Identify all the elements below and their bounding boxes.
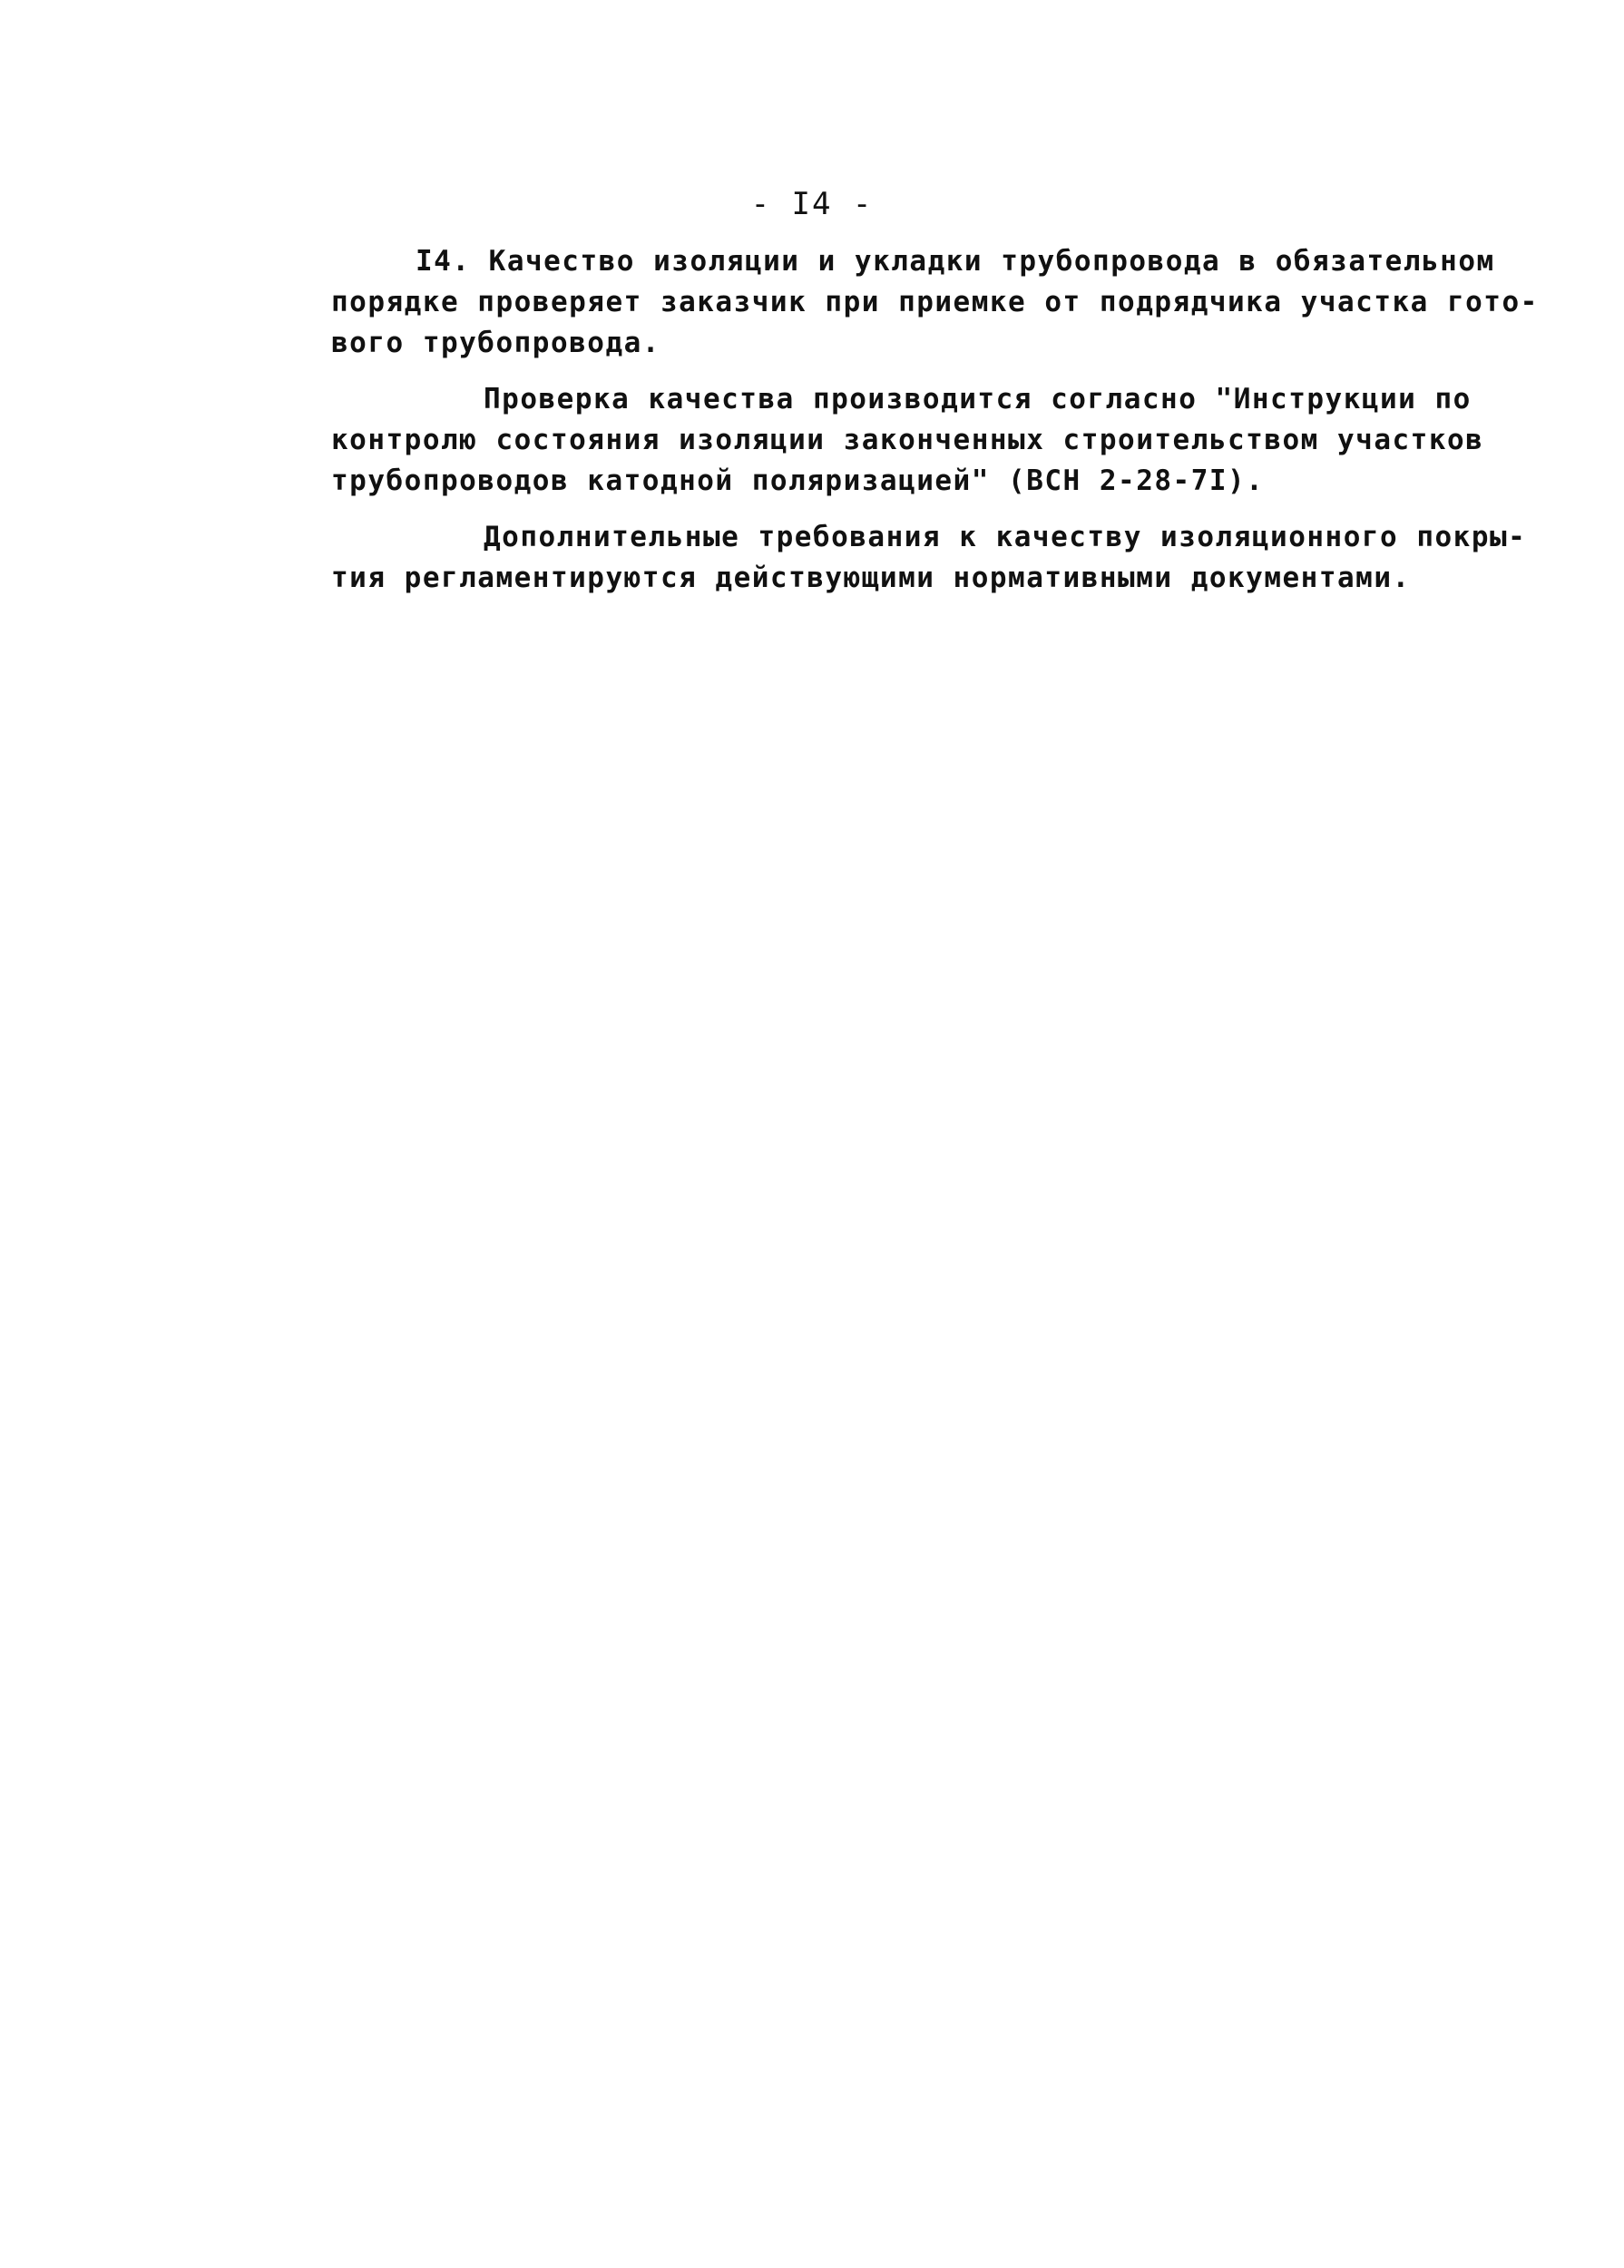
paragraph-2-line-3: трубопроводов катодной поляризацией" (ВСН 2-28-7I).: [331, 464, 1265, 497]
paragraph-2-line-2: контролю состояния изоляции законченных строительством участков: [331, 424, 1484, 456]
paragraph-3-line-2: тия регламентируются действующими нормативными документами.: [331, 562, 1411, 594]
paragraph-3-line-1: Дополнительные требования к качеству изоляционного покры-: [484, 521, 1527, 553]
paragraph-1-line-1: I4. Качество изоляции и укладки трубопровода в обязательном: [416, 245, 1495, 278]
paragraph-1-line-3: вого трубопровода.: [331, 327, 660, 359]
paragraph-1-line-2: порядке проверяет заказчик при приемке от подрядчика участка гото-: [331, 286, 1539, 318]
paragraph-2-line-1: Проверка качества производится согласно "Инструкции по: [484, 383, 1472, 415]
page-number: - I4 -: [750, 186, 874, 222]
